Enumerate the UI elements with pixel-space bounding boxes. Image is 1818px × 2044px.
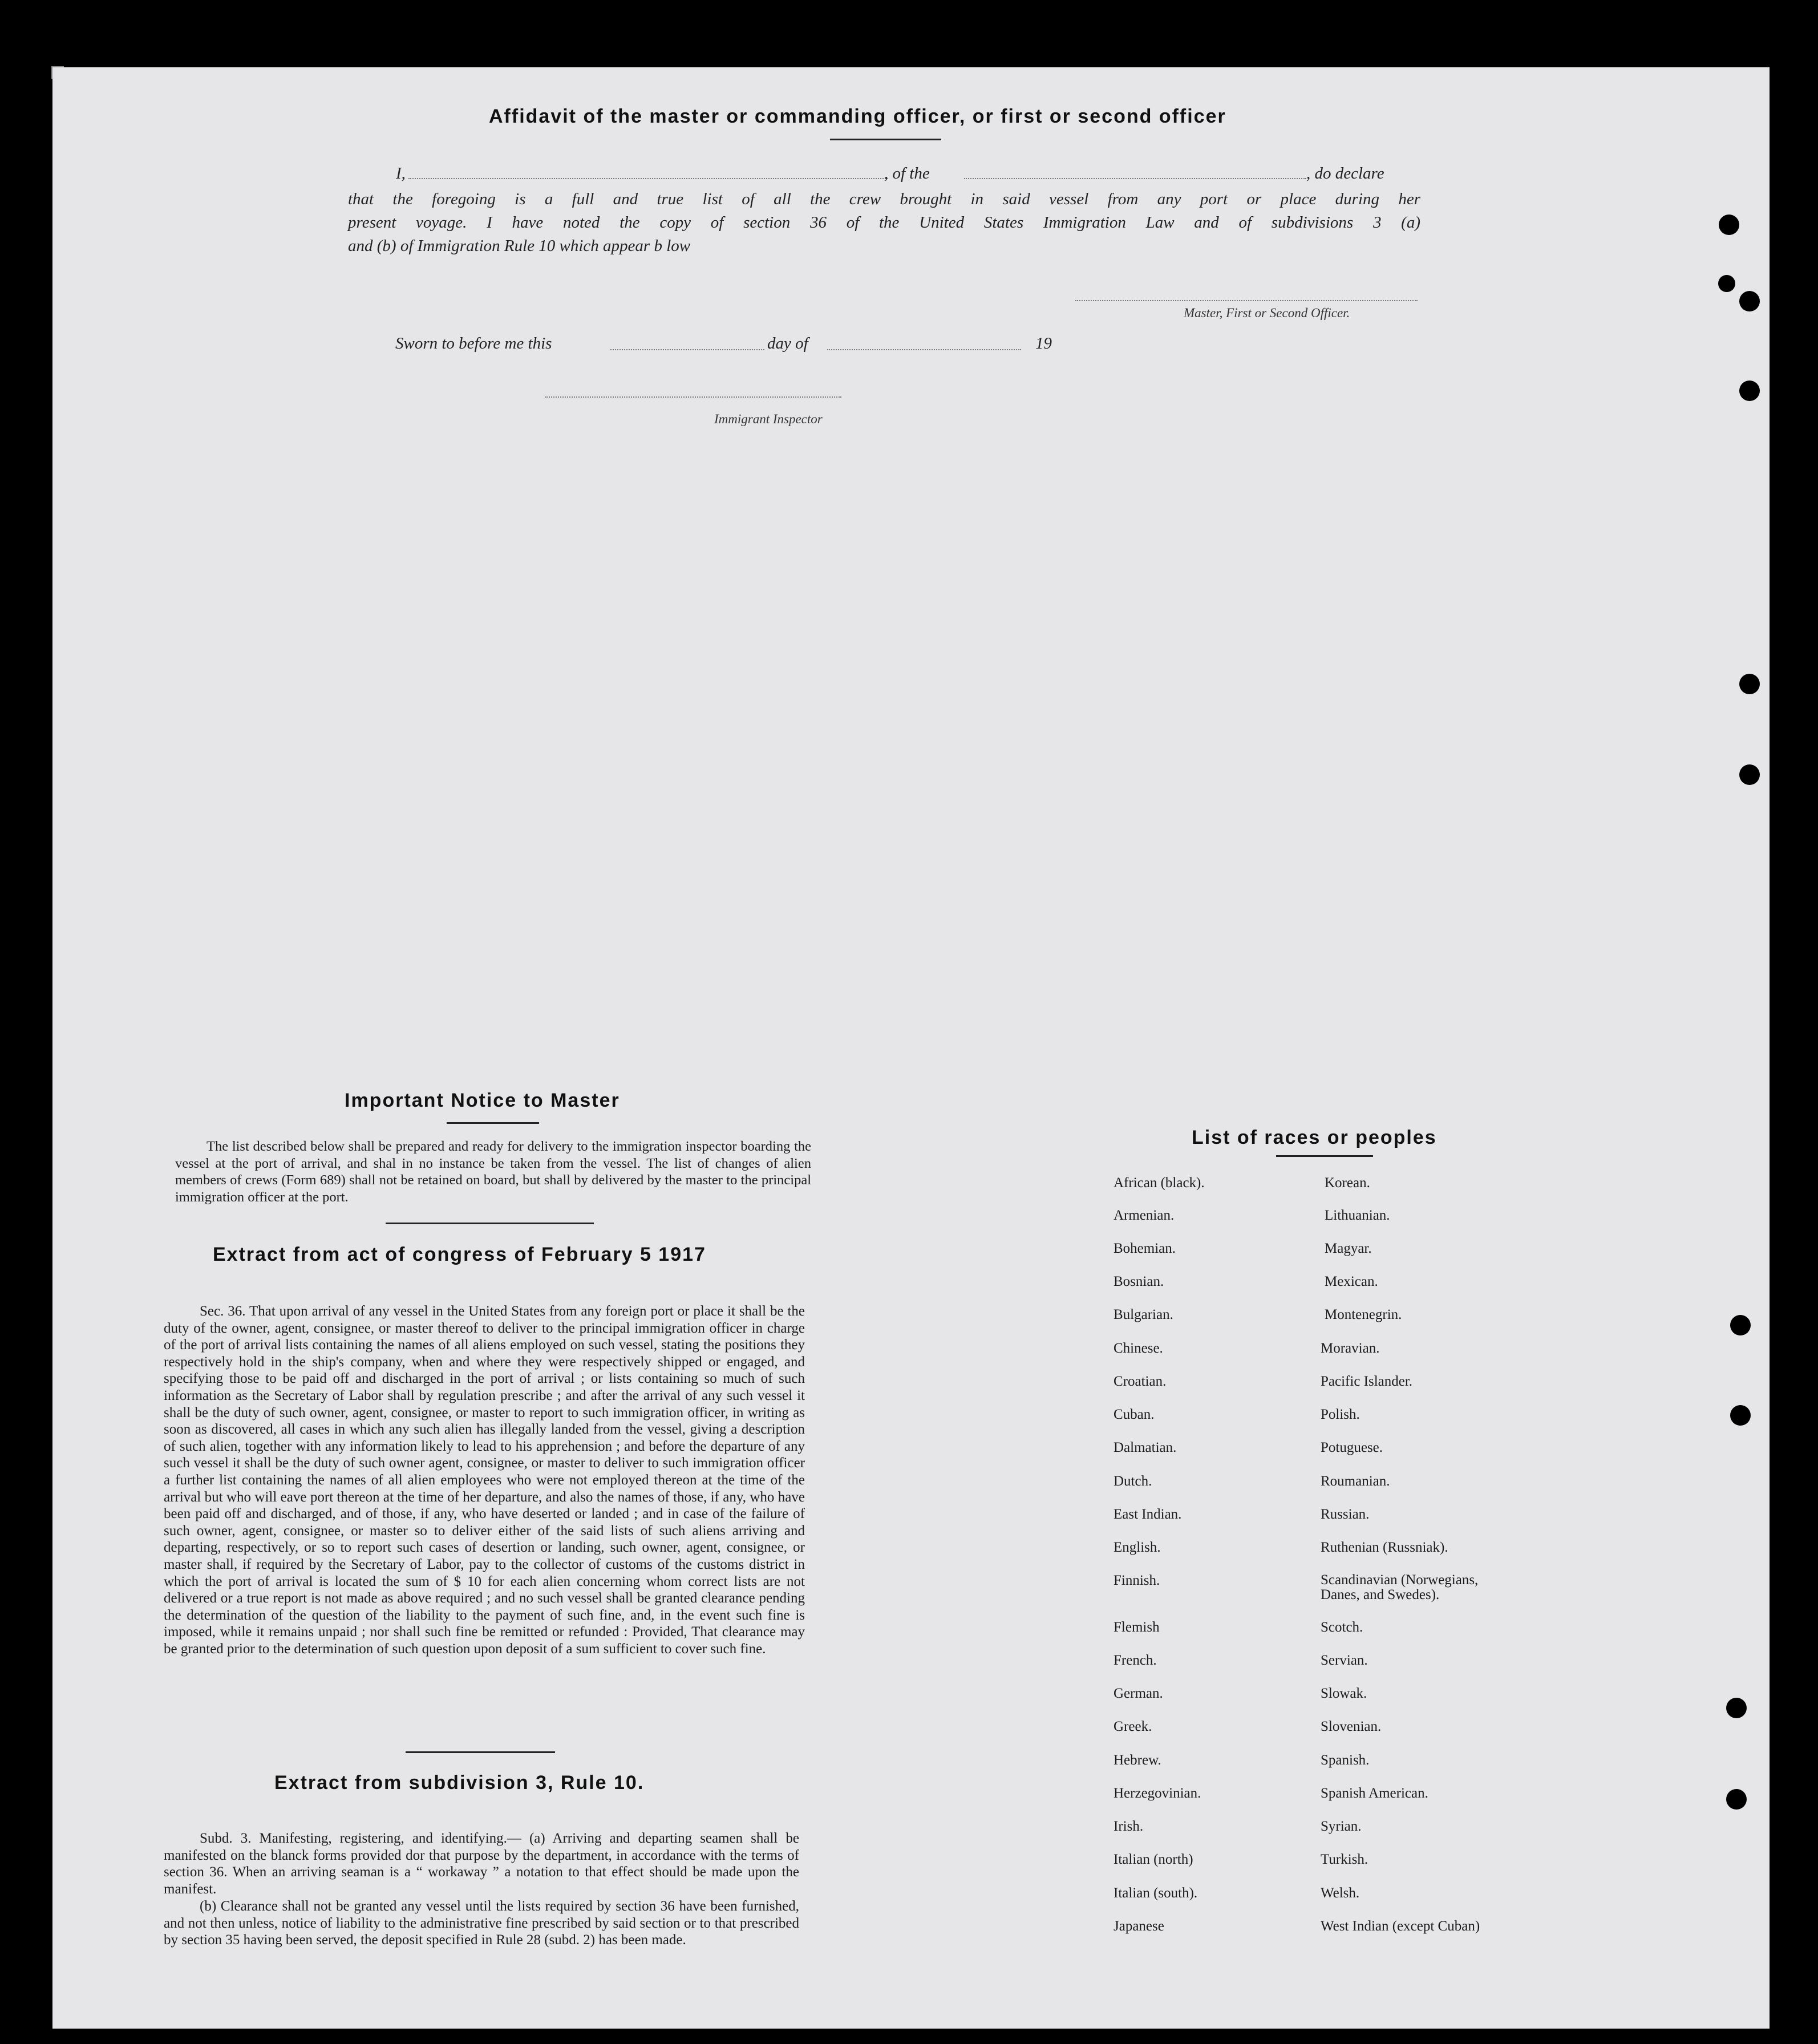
master-signature-field[interactable] <box>1075 300 1418 301</box>
race-item: Korean. <box>1325 1175 1370 1191</box>
race-item: Slovenian. <box>1321 1719 1382 1734</box>
race-item: Croatian. <box>1114 1374 1167 1389</box>
punch-hole <box>1739 291 1760 311</box>
affidavit-title-rule <box>830 139 941 140</box>
race-item: Italian (south). <box>1114 1885 1198 1901</box>
race-item: German. <box>1114 1686 1163 1701</box>
race-item: Potuguese. <box>1321 1440 1383 1455</box>
race-item: Polish. <box>1321 1407 1360 1422</box>
race-item: Mexican. <box>1325 1274 1378 1289</box>
affidavit-of-the: , of the <box>884 164 930 183</box>
sworn-prefix: Sworn to before me this <box>395 334 552 353</box>
master-signature-label: Master, First or Second Officer. <box>1184 306 1350 320</box>
race-item: Turkish. <box>1321 1852 1368 1867</box>
affidavit-line-4: and (b) of Immigration Rule 10 which appear b low <box>348 237 691 255</box>
sworn-year-label: 19 <box>1035 334 1052 353</box>
punch-hole <box>1730 1405 1751 1426</box>
notice-title-rule <box>447 1122 539 1124</box>
races-title: List of races or peoples <box>1192 1127 1437 1148</box>
races-title-rule <box>1276 1155 1373 1157</box>
extract-act-body: Sec. 36. That upon arrival of any vessel in the United States from any foreign port or place it shall be the duty of the owner, agent, consignee, or master thereof to deliver to the principal immigration officer in charge of the port of arrival lists containing the names of all aliens employed on such vessel, stating the positions they respectively hold in the ship's company, when and where they were respectively shipped or engaged, and specifying those to be paid off and discharged in the port of arrival ; or lists containing so much of such information as the Secretary of Labor shall by regulation prescribe ; and after the arrival of any such vessel it shall be the duty of such owner, agent, consignee, or master to report to such immigration officer, in writing as soon as discovered, all cases in which any such alien has illegally landed from the vessel, giving a description of such alien, together with any information likely to lead to his apprehension ; and before the departure of any such vessel it shall be the duty of such owner agent, consignee, or master to deliver to such immigration officer a further list containing the names of all alien employees who were not employed thereon at the time of the arrival but who will eave port thereon at the time of her departure, and also the names of those, if any, who have been paid off and discharged, and of those, if any, who have deserted or landed ; and in case of the failure of such owner, agent, consignee, or master so to deliver either of the said lists of such aliens arriving and departing, respectively, or so to report such cases of desertion or landing, such owner, agent, consignee, or master shall, if required by the Secretary of Labor, pay to the collector of customs of the customs district in which the port of arrival is located the sum of $ 10 for each alien concerning whom correct lists are not delivered or a true report is not made as above required ; and no such vessel shall be granted clearance pending the determination of the question of the liability to the payment of such fine, and, in the event such fine is imposed, while it remains unpaid ; nor shall such fine be remitted or refunded : Provided, That clearance may be granted prior to the determination of such question upon deposit of a sum sufficient to cover such fine. <box>164 1304 805 1657</box>
race-item: Bosnian. <box>1114 1274 1164 1289</box>
affidavit-title: Affidavit of the master or commanding officer, or first or second officer <box>489 106 1226 127</box>
extract-act-divider <box>406 1751 555 1753</box>
race-item: Servian. <box>1321 1653 1368 1668</box>
extract-rule-title: Extract from subdivision 3, Rule 10. <box>274 1772 645 1794</box>
race-item: Spanish American. <box>1321 1786 1428 1801</box>
punch-hole <box>1726 1698 1747 1718</box>
race-item: Irish. <box>1114 1819 1144 1834</box>
race-item: Montenegrin. <box>1325 1307 1402 1322</box>
race-item: Bohemian. <box>1114 1241 1176 1256</box>
race-item: Herzegovinian. <box>1114 1786 1201 1801</box>
punch-hole <box>1739 674 1760 694</box>
notice-title: Important Notice to Master <box>345 1090 620 1111</box>
race-item: Chinese. <box>1114 1341 1163 1356</box>
race-item: Moravian. <box>1321 1341 1380 1356</box>
race-item: Japanese <box>1114 1918 1164 1934</box>
race-item: Hebrew. <box>1114 1752 1161 1768</box>
punch-hole <box>1739 381 1760 401</box>
affidavit-declare: , do declare <box>1306 164 1384 183</box>
race-item: Dutch. <box>1114 1474 1152 1489</box>
race-item: Dalmatian. <box>1114 1440 1177 1455</box>
race-item: English. <box>1114 1540 1161 1555</box>
punch-hole <box>1718 275 1735 292</box>
race-item: Lithuanian. <box>1325 1208 1390 1223</box>
race-item: Scandinavian (Norwegians, Danes, and Swedes). <box>1321 1572 1479 1602</box>
sworn-day-field[interactable] <box>610 349 764 350</box>
race-item: Greek. <box>1114 1719 1152 1734</box>
vessel-name-field[interactable] <box>964 178 1306 179</box>
punch-hole <box>1726 1789 1747 1810</box>
inspector-label: Immigrant Inspector <box>714 412 823 426</box>
race-item: French. <box>1114 1653 1157 1668</box>
race-item: West Indian (except Cuban) <box>1321 1918 1480 1934</box>
race-item: Armenian. <box>1114 1208 1175 1223</box>
race-item: Bulgarian. <box>1114 1307 1173 1322</box>
race-item: Syrian. <box>1321 1819 1362 1834</box>
affidavit-line-3: present voyage. I have noted the copy of section 36 of the United States Immigration Law and of subdivisions 3 (a) <box>348 213 1420 232</box>
notice-body: The list described below shall be prepared and ready for delivery to the immigration inspector boarding the vessel at the port of arrival, and shal in no instance be taken from the vessel. The list of changes of alien members of crews (Form 689) shall not be retained on board, but shall by delivered by the master to the principal immigration officer at the port. <box>175 1139 811 1205</box>
corner-mark <box>51 66 64 79</box>
race-item: Scotch. <box>1321 1620 1363 1635</box>
race-item: Spanish. <box>1321 1752 1370 1768</box>
punch-hole <box>1730 1315 1751 1335</box>
race-item: Pacific Islander. <box>1321 1374 1413 1389</box>
punch-hole <box>1739 764 1760 785</box>
race-item: Flemish <box>1114 1620 1160 1635</box>
race-item: Cuban. <box>1114 1407 1155 1422</box>
extract-rule-para-a: Subd. 3. Manifesting, registering, and identifying.— (a) Arriving and departing seamen shall be manifested on the blanck forms provided dor that purpose by the department, in accordance with the terms of section 36. When an arriving seaman is a “ workaway ” a notation to that effect should be made upon the manifest. <box>164 1831 799 1897</box>
sworn-month-field[interactable] <box>827 349 1021 350</box>
race-item: Finnish. <box>1114 1573 1160 1588</box>
race-item: Roumanian. <box>1321 1474 1390 1489</box>
race-item: African (black). <box>1114 1175 1205 1191</box>
extract-rule-para-b: (b) Clearance shall not be granted any vessel until the lists required by section 36 have been furnished, and not then unless, notice of liability to the administrative fine prescribed by said section or to that prescribed by section 35 having been served, the deposit specified in Rule 28 (subd. 2) has been made. <box>164 1899 799 1948</box>
punch-hole <box>1719 214 1739 235</box>
race-item: East Indian. <box>1114 1507 1182 1522</box>
notice-divider <box>386 1223 594 1224</box>
race-item: Slowak. <box>1321 1686 1367 1701</box>
sworn-day-label: day of <box>767 334 808 353</box>
race-item: Italian (north) <box>1114 1852 1193 1867</box>
extract-act-title: Extract from act of congress of February 5 1917 <box>213 1244 706 1265</box>
race-item: Magyar. <box>1325 1241 1372 1256</box>
document-page <box>52 67 1770 2029</box>
affidavit-i: I, <box>396 164 406 183</box>
master-name-field[interactable] <box>408 178 888 179</box>
affidavit-line-2: that the foregoing is a full and true list of all the crew brought in said vessel from any port or place during her <box>348 190 1420 208</box>
race-item: Russian. <box>1321 1507 1370 1522</box>
inspector-signature-field[interactable] <box>545 396 841 398</box>
race-item: Ruthenian (Russniak). <box>1321 1540 1448 1555</box>
race-item: Welsh. <box>1321 1885 1360 1901</box>
